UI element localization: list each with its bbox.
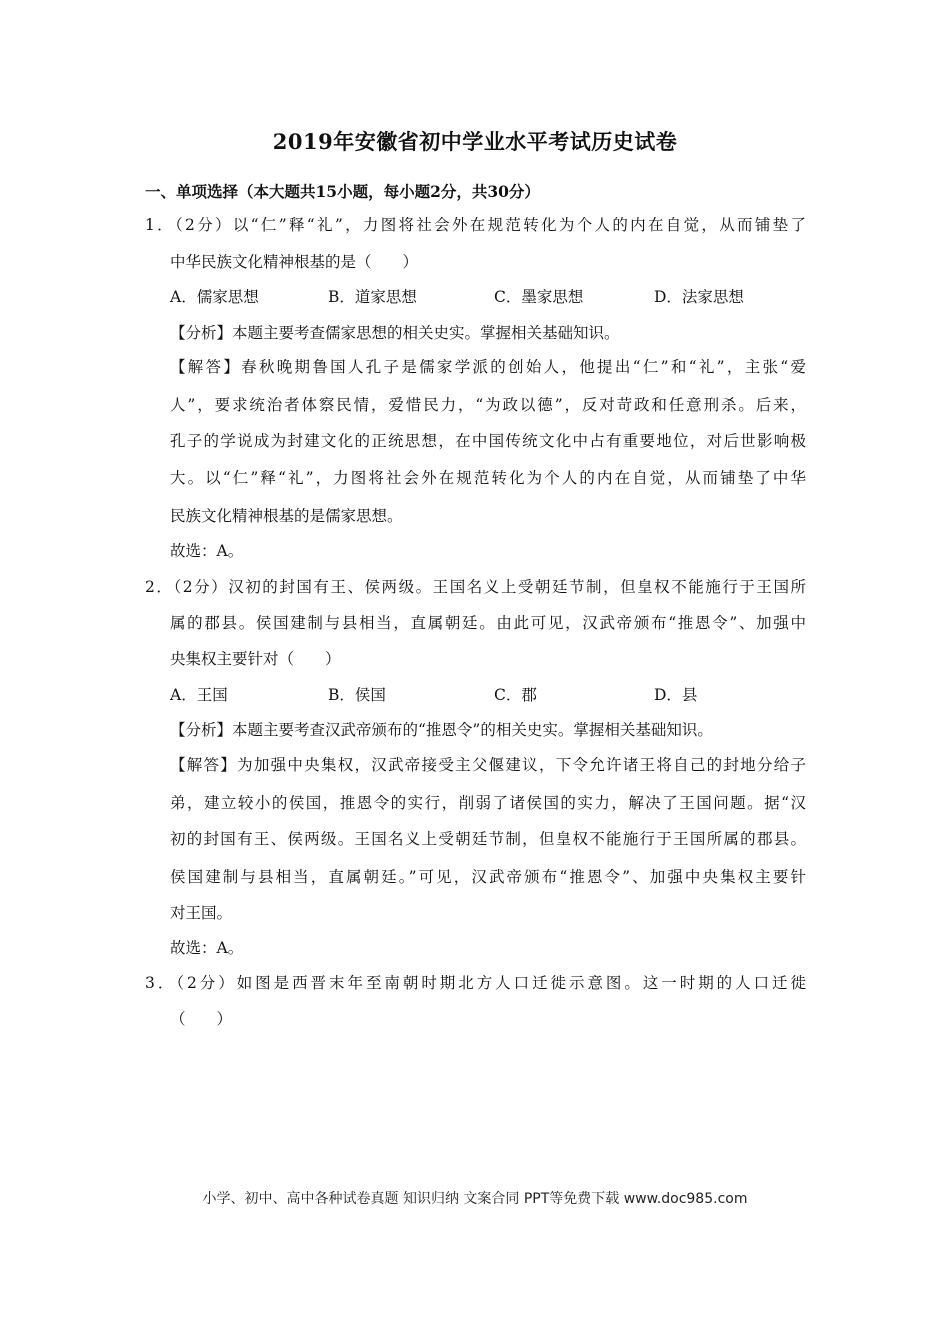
q1-answer-line: 大。以“仁”释“礼”，力图将社会外在规范转化为个人的内在自觉，从而铺垫了中华 [170,469,806,487]
q2-stem-line: 2．（2分）汉初的封国有王、侯两级。王国名义上受朝廷节制，但皇权不能施行于王国所 [145,578,806,596]
page-footer: 小学、初中、高中各种试卷真题 知识归纳 文案合同 PPT等免费下载 www.doc985.com [202,1191,748,1207]
q2-answer-line: 初的封国有王、侯两级。王国名义上受朝廷节制，但皇权不能施行于王国所属的郡县。 [170,830,806,848]
q3-stem-line: （ ） [170,1010,233,1028]
q2-choice: 故选：A。 [170,939,244,957]
q1-option-a: A．儒家思想 [170,288,259,306]
q1-stem-line: 1．（2分）以“仁”释“礼”，力图将社会外在规范转化为个人的内在自觉，从而铺垫了 [145,216,806,234]
q1-choice: 故选：A。 [170,542,244,560]
q1-answer-line: 【解答】春秋晚期鲁国人孔子是儒家学派的创始人，他提出“仁”和“礼”，主张“爱 [170,358,806,376]
q2-stem-line: 属的郡县。侯国建制与县相当，直属朝廷。由此可见，汉武帝颁布“推恩令”、加强中 [170,614,806,632]
q1-option-b: B．道家思想 [328,288,417,306]
q2-answer-line: 侯国建制与县相当，直属朝廷。”可见，汉武帝颁布“推恩令”、加强中央集权主要针 [170,868,806,886]
q3-stem-line: 3．（2分）如图是西晋末年至南朝时期北方人口迁徙示意图。这一时期的人口迁徙 [145,974,806,992]
q2-answer-line: 【解答】为加强中央集权，汉武帝接受主父偃建议，下令允许诸王将自己的封地分给子 [170,756,806,774]
page-title: 2019年安徽省初中学业水平考试历史试卷 [272,129,678,154]
q2-option-a: A．王国 [170,686,228,704]
q2-answer-line: 对王国。 [170,904,233,922]
q2-option-b: B．侯国 [328,686,386,704]
q1-stem-line: 中华民族文化精神根基的是（ ） [170,253,419,271]
section-heading: 一、单项选择（本大题共15小题，每小题2分，共30分） [145,182,540,201]
q1-option-c: C．墨家思想 [494,288,584,306]
q2-answer-line: 弟，建立较小的侯国，推恩令的实行，削弱了诸侯国的实力，解决了王国问题。据“汉 [170,794,806,812]
q1-answer-line: 孔子的学说成为封建文化的正统思想，在中国传统文化中占有重要地位，对后世影响极 [170,432,806,450]
q2-option-d: D．县 [654,686,698,704]
q1-option-d: D．法家思想 [654,288,744,306]
q1-answer-line: 人”，要求统治者体察民情，爱惜民力，“为政以德”，反对苛政和任意刑杀。后来， [170,396,806,414]
q1-analysis: 【分析】本题主要考查儒家思想的相关史实。掌握相关基础知识。 [170,324,620,342]
q1-answer-line: 民族文化精神根基的是儒家思想。 [170,507,403,525]
q2-analysis: 【分析】本题主要考查汉武帝颁布的“推恩令”的相关史实。掌握相关基础知识。 [170,721,713,739]
q2-option-c: C．郡 [494,686,537,704]
q2-stem-line: 央集权主要针对（ ） [170,650,341,668]
